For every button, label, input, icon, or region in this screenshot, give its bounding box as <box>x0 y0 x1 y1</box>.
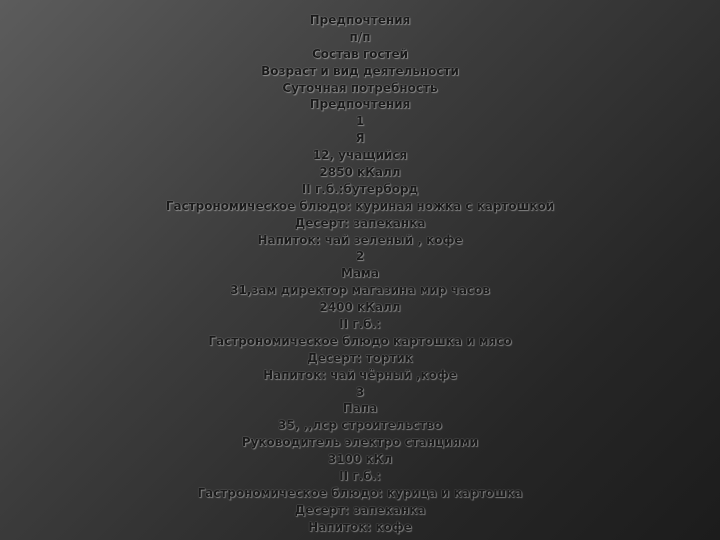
text-line: II г.б.: <box>339 469 381 484</box>
text-line: Десерт: запеканка <box>294 215 426 230</box>
text-line: Состав гостей <box>311 46 409 61</box>
text-line: Суточная потребность <box>282 80 438 95</box>
text-line: Возраст и вид деятельности <box>261 63 459 78</box>
text-line: 31,зам директор магазина мир часов <box>230 283 490 298</box>
text-line: Напиток: чай чёрный ,кофе <box>263 367 457 382</box>
text-line: Предпочтения <box>309 97 411 112</box>
text-line: 2850 кКалл <box>319 165 401 180</box>
text-line: 3100 кКл <box>327 452 393 467</box>
text-line: Предпочтения <box>309 13 411 27</box>
text-line: 1 <box>355 114 365 129</box>
text-line: Гастрономическое блюдо: курица и картошка <box>197 485 523 500</box>
text-line: Напиток: кофе <box>308 519 412 534</box>
text-line: Мама <box>341 266 379 281</box>
text-line: Напиток: чай зеленый , кофе <box>257 232 463 247</box>
text-line: 3 <box>355 384 365 399</box>
text-line: Гастрономическое блюдо: куриная ножка с картошкой <box>165 198 555 213</box>
slide-text-block <box>0 12 720 536</box>
text-line: II г.б.:бутерборд <box>301 181 419 196</box>
text-line: 2400 кКалл <box>319 300 401 315</box>
text-line: 35, ,,лср строительство <box>278 418 442 433</box>
text-line: Гастрономическое блюдо картошка и мясо <box>208 333 512 348</box>
text-line: Я <box>355 131 365 146</box>
text-line: Десерт: запеканка <box>294 502 426 517</box>
text-line: Десерт: тортик <box>307 350 413 365</box>
text-line: п/п <box>349 29 371 44</box>
text-line: 2 <box>355 249 365 264</box>
text-line: Папа <box>342 401 378 416</box>
text-line: II г.б.: <box>339 317 381 332</box>
text-line: Руководитель электро станциями <box>241 435 479 450</box>
text-line: 12, учащийся <box>312 148 408 163</box>
